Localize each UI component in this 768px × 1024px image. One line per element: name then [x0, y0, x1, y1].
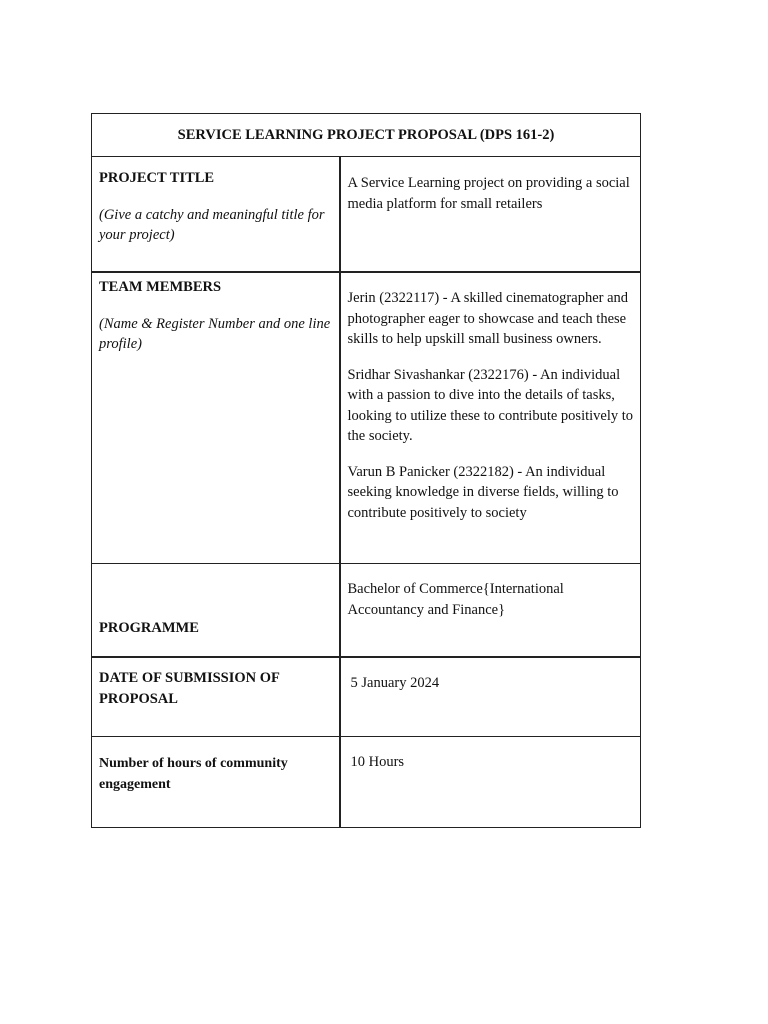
- project-title-value-cell: [340, 157, 641, 273]
- community-hours-label-cell: [92, 737, 340, 828]
- proposal-table: [91, 113, 641, 828]
- team-member-profile: Jerin (2322117) - A skilled cinematographer and photographer eager to showcase and teach these skills to help upskill small business owners.: [347, 290, 629, 347]
- programme-label: PROGRAMME: [99, 619, 199, 636]
- submission-date-row: [92, 657, 641, 737]
- team-members-value-cell: [340, 272, 641, 564]
- project-title-row: [92, 157, 641, 273]
- project-title-value: A Service Learning project on providing a social media platform for small retailers: [347, 175, 630, 212]
- team-members-row: [92, 272, 641, 564]
- team-members-label-cell: [92, 272, 340, 564]
- programme-label-cell: [92, 564, 340, 658]
- team-members-hint: (Name & Register Number and one line profile): [99, 315, 331, 352]
- title-row: [92, 114, 641, 157]
- community-hours-value-cell: [340, 737, 641, 828]
- community-hours-value: 10 Hours: [350, 754, 405, 770]
- programme-value: Bachelor of Commerce{International Accountancy and Finance}: [347, 581, 564, 618]
- submission-date-value: 5 January 2024: [350, 675, 440, 691]
- submission-date-value-cell: [340, 657, 641, 737]
- project-title-hint: (Give a catchy and meaningful title for your project): [99, 206, 325, 243]
- team-member-profile: Sridhar Sivashankar (2322176) - An individual with a passion to dive into the details of tasks, looking to utilize these to contribute positively to the society.: [347, 366, 634, 444]
- programme-value-cell: [340, 564, 641, 658]
- community-hours-row: [92, 737, 641, 828]
- project-title-label: PROJECT TITLE: [99, 170, 215, 186]
- submission-date-label-cell: [92, 657, 340, 737]
- programme-row: [92, 564, 641, 658]
- community-hours-label: Number of hours of community engagement: [99, 756, 288, 792]
- team-members-label: TEAM MEMBERS: [99, 279, 222, 295]
- document-title: SERVICE LEARNING PROJECT PROPOSAL (DPS 161-2): [92, 114, 641, 157]
- team-member-profile: Varun B Panicker (2322182) - An individual seeking knowledge in diverse fields, willing to contribute positively to society: [347, 463, 619, 521]
- project-title-label-cell: [92, 157, 340, 273]
- submission-date-label: DATE OF SUBMISSION OF PROPOSAL: [99, 670, 280, 707]
